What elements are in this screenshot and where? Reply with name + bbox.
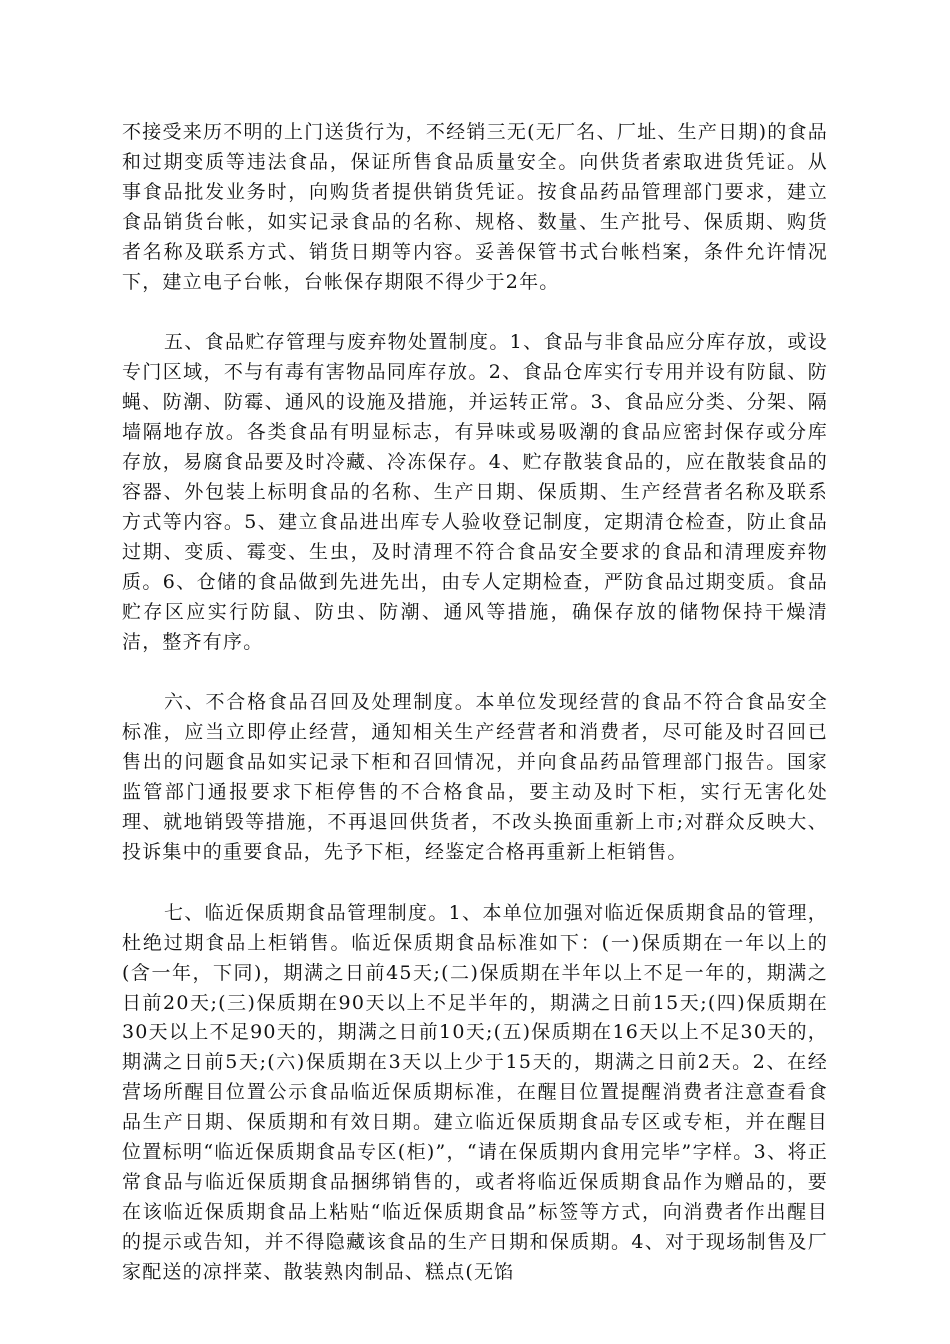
paragraph-gap bbox=[122, 657, 828, 688]
paragraph-gap bbox=[122, 297, 828, 328]
document-body bbox=[122, 118, 828, 1288]
paragraph-gap bbox=[122, 868, 828, 899]
paragraph-section-5: 五、食品贮存管理与废弃物处置制度。1、食品与非食品应分库存放，或设专门区域，不与有毒有害物品同库存放。2、食品仓库实行专用并设有防鼠、防蝇、防潮、防霉、通风的设施及措施，并运转正常。3、食品应分类、分架、隔墙隔地存放。各类食品有明显标志，有异味或易吸潮的食品应密封保存或分库存放，易腐食品要及时冷藏、冷冻保存。4、贮存散装食品的，应在散装食品的容器、外包装上标明食品的名称、生产日期、保质期、生产经营者名称及联系方式等内容。5、建立食品进出库专人验收登记制度，定期清仓检查，防止食品过期、变质、霉变、生虫，及时清理不符合食品安全要求的食品和清理废弃物质。6、仓储的食品做到先进先出，由专人定期检查，严防食品过期变质。食品贮存区应实行防鼠、防虫、防潮、通风等措施，确保存放的储物保持干燥清洁，整齐有序。 bbox=[122, 331, 828, 653]
paragraph-section-6: 六、不合格食品召回及处理制度。本单位发现经营的食品不符合食品安全标准，应当立即停止经营，通知相关生产经营者和消费者，尽可能及时召回已售出的问题食品如实记录下柜和召回情况，并向食品药品管理部门报告。国家监管部门通报要求下柜停售的不合格食品，要主动及时下柜，实行无害化处理、就地销毁等措施，不再退回供货者，不改头换面重新上市;对群众反映大、投诉集中的重要食品，先予下柜，经鉴定合格再重新上柜销售。 bbox=[122, 691, 828, 863]
paragraph-section-7: 七、临近保质期食品管理制度。1、本单位加强对临近保质期食品的管理，杜绝过期食品上柜销售。临近保质期食品标准如下：(一)保质期在一年以上的(含一年，下同)，期满之日前45天;(二)保质期在半年以上不足一年的，期满之日前20天;(三)保质期在90天以上不足半年的，期满之日前15天;(四)保质期在30天以上不足90天的，期满之日前10天;(五)保质期在16天以上不足30天的，期满之日前5天;(六)保质期在3天以上少于15天的，期满之日前2天。2、在经营场所醒目位置公示食品临近保质期标准，在醒目位置提醒消费者注意查看食品生产日期、保质期和有效日期。建立临近保质期食品专区或专柜，并在醒目位置标明“临近保质期食品专区(柜)”，“请在保质期内食用完毕”字样。3、将正常食品与临近保质期食品捆绑销售的，或者将临近保质期食品作为赠品的，要在该临近保质期食品上粘贴“临近保质期食品”标签等方式，向消费者作出醒目的提示或告知，并不得隐藏该食品的生产日期和保质期。4、对于现场制售及厂家配送的凉拌菜、散装熟肉制品、糕点(无馅 bbox=[122, 901, 828, 1283]
paragraph-continuation: 不接受来历不明的上门送货行为，不经销三无(无厂名、厂址、生产日期)的食品和过期变质等违法食品，保证所售食品质量安全。向供货者索取进货凭证。从事食品批发业务时，向购货者提供销货凭证。按食品药品管理部门要求，建立食品销货台帐，如实记录食品的名称、规格、数量、生产批号、保质期、购货者名称及联系方式、销货日期等内容。妥善保管书式台帐档案，条件允许情况下，建立电子台帐，台帐保存期限不得少于2年。 bbox=[122, 121, 828, 293]
